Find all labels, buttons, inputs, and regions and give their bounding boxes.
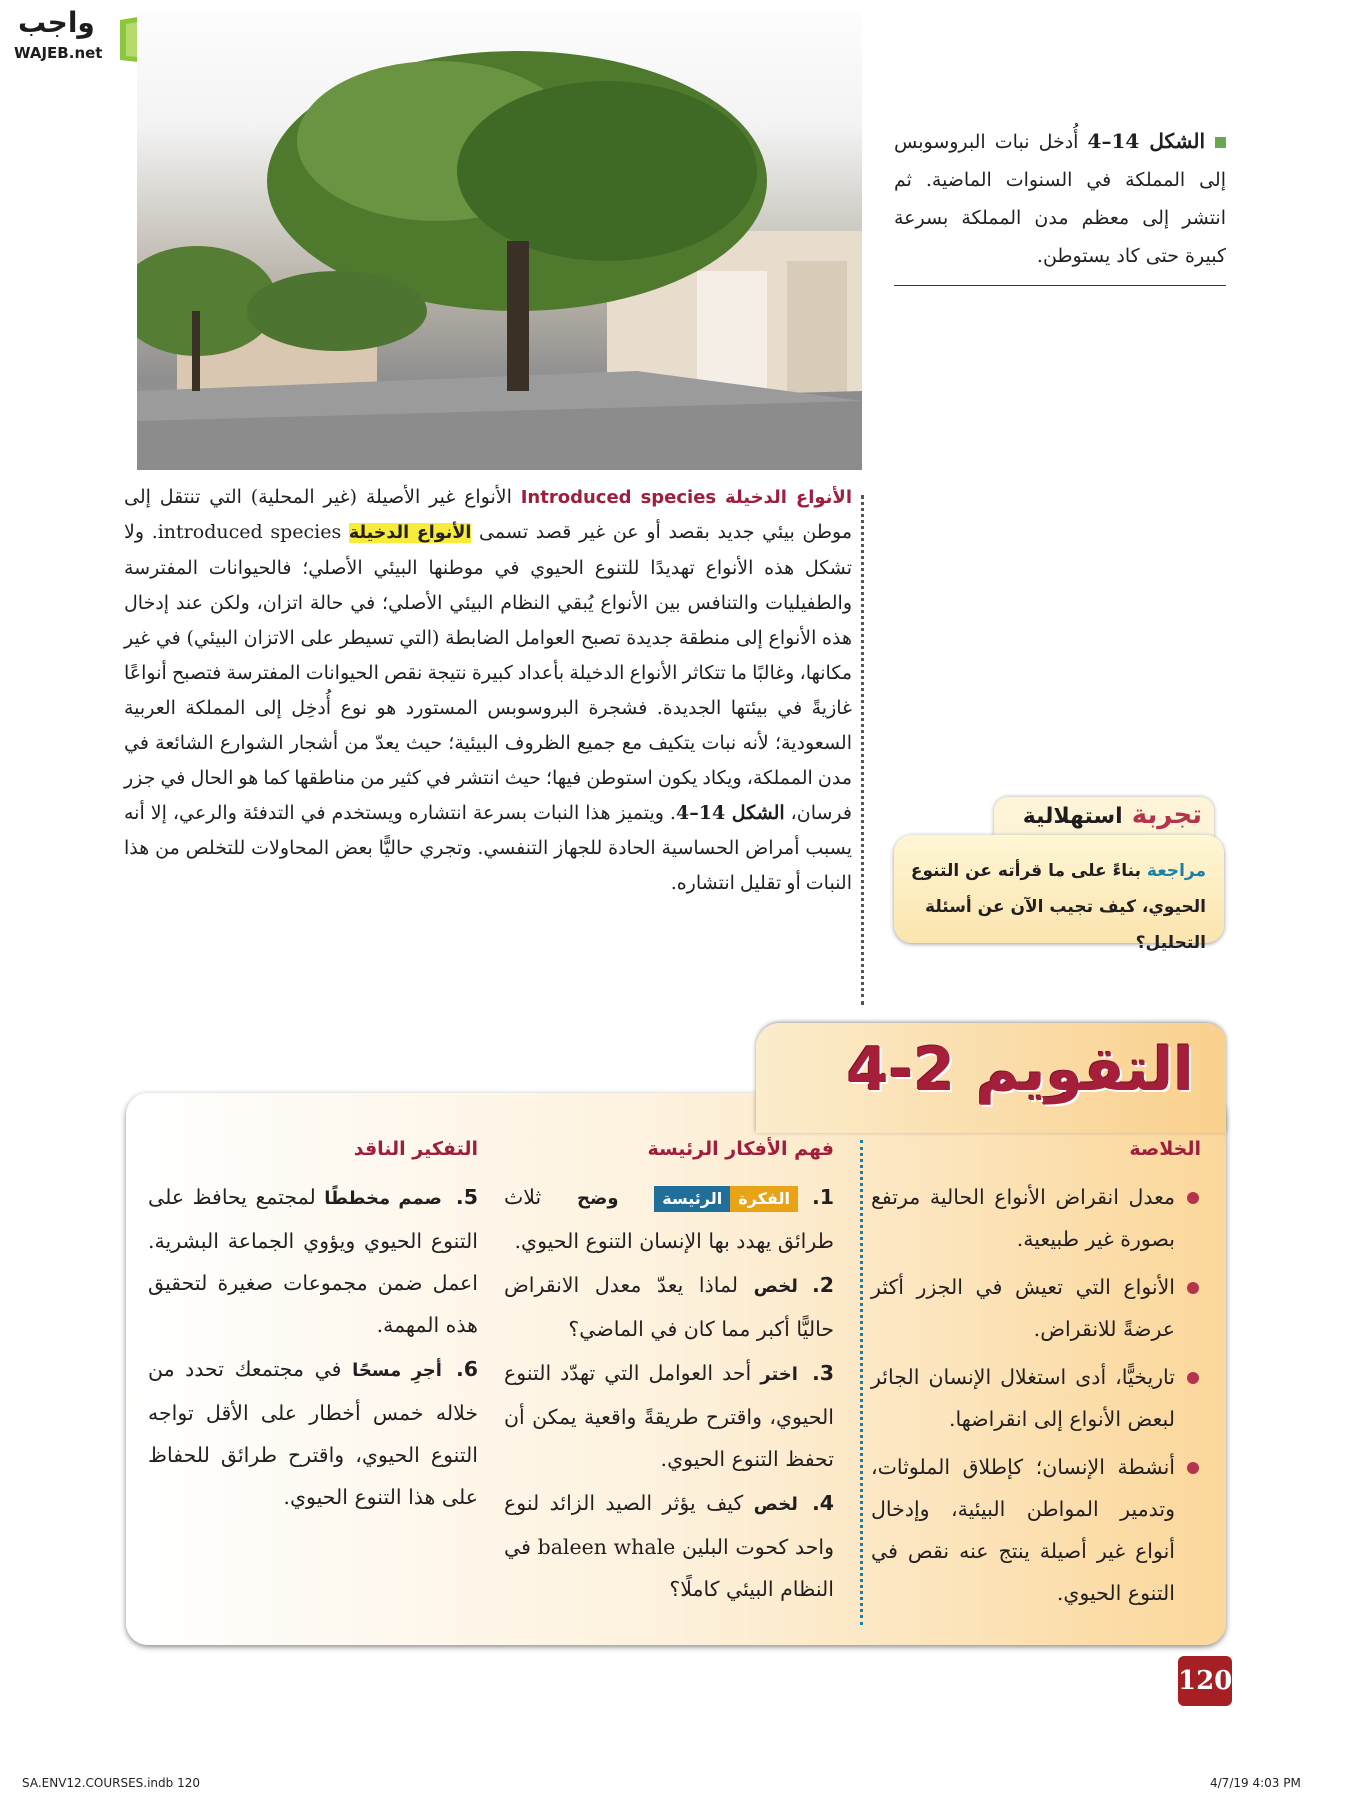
figure-caption <box>894 122 1226 286</box>
question-3 <box>504 1352 834 1480</box>
assessment-title: التقويم 2-4 <box>846 1035 1194 1105</box>
dotted-divider <box>861 495 864 1005</box>
main-ideas-heading: فهم الأفكار الرئيسة <box>647 1138 834 1160</box>
question-5 <box>148 1176 478 1346</box>
figure-caption-text: أُدخل نبات البروسوبس إلى المملكة في السنوات الماضية. ثم انتشر إلى معظم مدن المملكة بسرعة كبيرة حتى كاد يستوطن. <box>894 131 1226 267</box>
tree-photo-illustration <box>137 11 862 470</box>
question-4 <box>504 1482 834 1610</box>
main-paragraph <box>124 480 852 901</box>
question-text: في مجتمعك تحدد من خلاله خمس أخطار على الأقل تواجه التنوع الحيوي، واقترح طرائق للحفاظ على هذا التنوع الحيوي. <box>148 1357 478 1509</box>
logo-arabic: واجب <box>18 6 95 39</box>
question-text: لماذا يعدّ معدل الانقراض حاليًّا أكبر مما كان في الماضي؟ <box>504 1273 834 1341</box>
column-divider <box>860 1140 863 1625</box>
question-1 <box>504 1176 834 1262</box>
question-number: 1. <box>811 1185 834 1209</box>
prosopis-tree-photo <box>137 11 862 470</box>
figure-label: الشكل 14–4 <box>1087 129 1206 153</box>
summary-item: تاريخيًّا، أدى استغلال الإنسان الجائر لبعض الأنواع إلى انقراضها. <box>871 1356 1201 1440</box>
question-number: 4. <box>811 1491 834 1515</box>
summary-heading: الخلاصة <box>1129 1138 1201 1160</box>
question-verb: لخص <box>753 1494 798 1515</box>
summary-item: معدل انقراض الأنواع الحالية مرتفع بصورة غير طبيعية. <box>871 1176 1201 1260</box>
review-text: بناءً على ما قرأته عن التنوع الحيوي، كيف تجيب الآن عن أسئلة التحليل؟ <box>910 861 1206 953</box>
green-square-icon <box>1215 137 1226 148</box>
logo-latin: WAJEB.net <box>14 44 103 62</box>
launch-lab-text <box>906 853 1206 961</box>
page-number: 120 <box>1178 1656 1232 1706</box>
question-verb: وضح <box>576 1188 619 1209</box>
critical-thinking-column <box>148 1128 478 1520</box>
heading-arabic: الأنواع الدخيلة <box>724 487 852 508</box>
heading-english: Introduced species <box>520 487 717 508</box>
footer-timestamp: 4/7/19 4:03 PM <box>1210 1776 1301 1790</box>
footer-file: SA.ENV12.COURSES.indb 120 <box>22 1776 200 1790</box>
figure-reference: الشكل 14–4 <box>675 802 785 824</box>
main-ideas-column <box>504 1128 834 1612</box>
main-idea-badge-2: الرئيسة <box>654 1186 730 1212</box>
launch-lab-box <box>894 797 1224 953</box>
review-label: مراجعة <box>1146 861 1206 881</box>
question-verb: أجرِ مسحًا <box>352 1360 442 1381</box>
summary-column <box>871 1128 1201 1620</box>
summary-item: أنشطة الإنسان؛ كإطلاق الملوثات، وتدمير المواطن البيئية، وإدخال أنواع غير أصيلة ينتج عنه نقص في التنوع الحيوي. <box>871 1446 1201 1614</box>
summary-item: الأنواع التي تعيش في الجزر أكثر عرضةً للانقراض. <box>871 1266 1201 1350</box>
paragraph-part-3: . ويتميز هذا النبات بسرعة انتشاره ويستخدم في التدفئة والرعي، إلا أنه يسبب أمراض الحساسية الحادة للجهاز التنفسي. وتجري حاليًّا بعض المحاولات للتخلص من هذا النبات أو تقليل انتشاره. <box>124 802 852 894</box>
question-number: 3. <box>811 1361 834 1385</box>
question-text: أحد العوامل التي تهدّد التنوع الحيوي، واقترح طريقةً واقعية يمكن أن تحفظ التنوع الحيوي. <box>504 1361 834 1471</box>
question-number: 6. <box>455 1357 478 1381</box>
question-text: ثلاث طرائق يهدد بها الإنسان التنوع الحيوي. <box>504 1185 834 1253</box>
launch-lab-title-2: استهلالية <box>1022 804 1123 829</box>
question-text: لمجتمع يحافظ على التنوع الحيوي ويؤوي الجماعة البشرية. اعمل ضمن مجموعات صغيرة لتحقيق هذه المهمة. <box>148 1185 478 1337</box>
question-verb: صمم مخططًا <box>324 1188 442 1209</box>
question-verb: اختر <box>760 1364 798 1385</box>
question-number: 5. <box>455 1185 478 1209</box>
question-verb: لخص <box>753 1276 798 1297</box>
paragraph-part-1: الأنواع غير الأصيلة (غير المحلية) التي تنتقل إلى موطن بيئي جديد بقصد أو عن غير قصد تسمى <box>124 486 853 543</box>
section-assessment <box>126 1023 1226 1647</box>
launch-lab-title-1: تجربة <box>1131 800 1202 830</box>
highlighted-term: الأنواع الدخيلة <box>348 523 472 543</box>
paragraph-part-2: introduced species. ولا تشكل هذه الأنواع تهديدًا للتنوع الحيوي في موطنها البيئي الأصلي؛ فالحيوانات المفترسة والطفيليات والتنافس بين الأنواع يُبقي النظام البيئي الأصلي؛ في حالة اتزان، ولكن عند إدخال هذه الأنواع إلى منطقة جديدة تصبح العوامل الضابطة (التي تسيطر على الاتزان البيئي) في غير مكانها، وغالبًا ما تتكاثر الأنواع الدخيلة بأعداد كبيرة نتيجة نقص الحيوانات المفترسة فتصبح أنواعًا غازيةً في بيئتها الجديدة. فشجرة البروسوبس المستورد هو نوع أُدخِل إلى المملكة العربية السعودية؛ لأنه نبات يتكيف مع جميع الظروف البيئية؛ حيث يعدّ من أشجار الشوارع الشائعة في مدن المملكة، ويكاد يكون استوطن فيها؛ حيث انتشر في كثير من مناطقها كما هو الحال في جزر فرسان، <box>124 521 853 824</box>
launch-lab-title <box>1023 800 1202 830</box>
critical-thinking-heading: التفكير الناقد <box>353 1138 478 1160</box>
question-number: 2. <box>811 1273 834 1297</box>
question-text: كيف يؤثر الصيد الزائد لنوع واحد كحوت البلين baleen whale في النظام البيئي كاملًا؟ <box>504 1491 835 1601</box>
main-idea-badge-1: الفكرة <box>730 1186 798 1212</box>
question-2 <box>504 1264 834 1350</box>
question-6 <box>148 1348 478 1518</box>
